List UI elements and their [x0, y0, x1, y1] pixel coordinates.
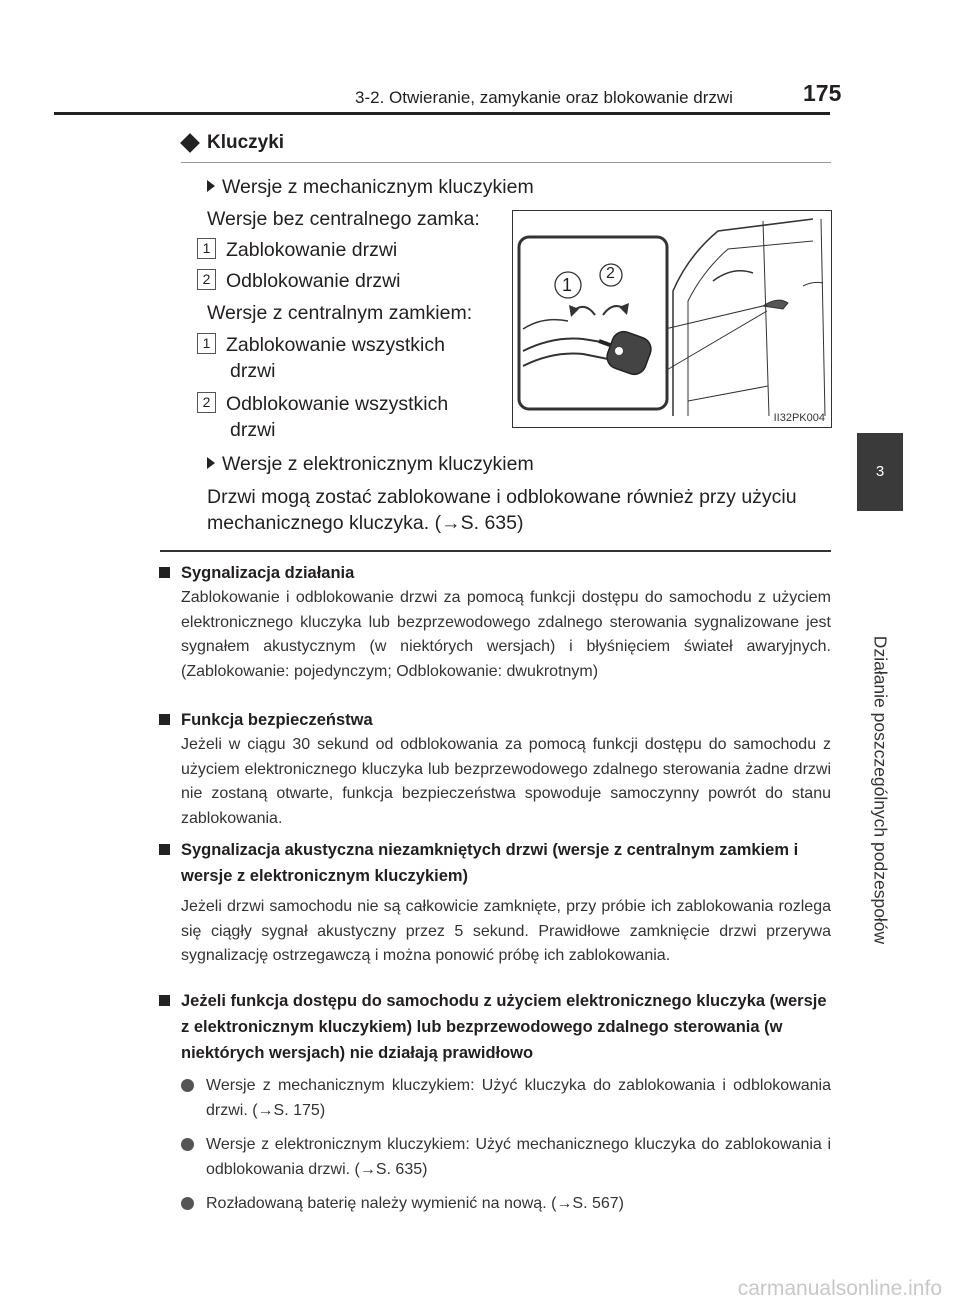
note-title — [159, 560, 831, 586]
callout-label: 1 — [562, 275, 573, 295]
section-heading-text: Kluczyki — [207, 132, 285, 153]
note-title-text: Sygnalizacja akustyczna niezamkniętych drzwi (wersje z centralnym zamkiem i wersje z elektronicznym kluczykiem) — [181, 841, 799, 885]
note-signaling — [159, 560, 831, 684]
list-item — [159, 1192, 831, 1217]
door-key-illustration — [512, 210, 832, 428]
note-malfunction — [159, 988, 831, 1227]
list-item — [159, 1074, 831, 1123]
note-body: Jeżeli w ciągu 30 sekund od odblokowania za pomocą funkcji dostępu do samochodu z użyciem elektronicznego kluczyka lub bezprzewodowego zdalnego sterowania żadne drzwi nie zostaną otwarte, funkcja bezpieczeństwa spowoduje samoczynny powrót do stanu zablokowania. — [181, 736, 831, 827]
illustration-code: II32PK004 — [773, 412, 825, 424]
note-title — [159, 707, 831, 733]
list-item-text: Zablokowanie wszystkich — [226, 334, 445, 356]
chapter-tab — [857, 433, 903, 511]
watermark: carmanualsonline.info — [737, 1277, 942, 1300]
note-title-text: Jeżeli funkcja dostępu do samochodu z użyciem elektronicznego kluczyka (wersje z elektronicznym kluczykiem) lub bezprzewodowego zdalnego sterowania (w niektórych wersjach) nie działają prawidłowo — [181, 992, 827, 1062]
triangle-arrow-icon — [207, 457, 215, 469]
list-item-text: Wersje z mechanicznym kluczykiem: Użyć kluczyka do zablokowania i odblokowania drzwi. (→S. 175) — [206, 1077, 831, 1119]
elec-key-title — [207, 453, 534, 476]
no-central-label: Wersje bez centralnego zamka: — [207, 208, 480, 230]
square-bullet-icon — [159, 844, 170, 855]
step-number-badge: 1 — [197, 238, 216, 259]
chapter-number: 3 — [875, 463, 885, 480]
door-key-drawing — [513, 211, 831, 427]
list-item-text: Wersje z elektronicznym kluczykiem: Użyć mechanicznego kluczyka do zablokowania i odblokowania drzwi. (→S. 635) — [206, 1136, 831, 1178]
list-item-text: Odblokowanie wszystkich — [226, 393, 449, 415]
note-title-text: Sygnalizacja działania — [181, 564, 355, 582]
list-item — [197, 270, 401, 293]
diamond-icon — [180, 133, 200, 153]
page-number: 175 — [803, 80, 842, 106]
square-bullet-icon — [159, 995, 170, 1006]
step-number-badge: 2 — [197, 269, 216, 290]
header-title: 3-2. Otwieranie, zamykanie oraz blokowanie drzwi — [355, 88, 733, 107]
header-rule — [54, 112, 830, 115]
circle-bullet-icon — [181, 1138, 194, 1151]
list-item-continuation: drzwi — [230, 360, 276, 382]
list-item — [197, 239, 397, 262]
note-title — [159, 837, 831, 889]
list-item — [197, 393, 448, 416]
list-item — [197, 334, 445, 357]
square-bullet-icon — [159, 714, 170, 725]
step-number-badge: 1 — [197, 333, 216, 354]
list-item — [159, 1133, 831, 1182]
circle-bullet-icon — [181, 1079, 194, 1092]
elec-key-text-line: mechanicznego kluczyka. (→S. 635) — [207, 512, 524, 534]
note-body: Zablokowanie i odblokowanie drzwi za pomocą funkcji dostępu do samochodu z użyciem elektronicznego kluczyka lub bezprzewodowego zdalnego sterowania sygnalizowane jest sygnałem akustycznym (w niektórych wersjach) i błyśnięciem świateł awaryjnych. (Zablokowanie: pojedynczym; Odblokowanie: dwukrotnym) — [181, 589, 831, 680]
elec-key-text-line: Drzwi mogą zostać zablokowane i odblokowane również przy użyciu — [207, 486, 797, 508]
step-number-badge: 2 — [197, 392, 216, 413]
circle-bullet-icon — [181, 1197, 194, 1210]
note-safety — [159, 707, 831, 831]
list-item-text: Odblokowanie drzwi — [226, 270, 401, 292]
mech-key-title-text: Wersje z mechanicznym kluczykiem — [222, 176, 534, 198]
central-label: Wersje z centralnym zamkiem: — [207, 302, 473, 324]
section-heading — [181, 132, 284, 154]
note-title-text: Funkcja bezpieczeństwa — [181, 711, 373, 729]
square-bullet-icon — [159, 567, 170, 578]
note-body: Jeżeli drzwi samochodu nie są całkowicie zamknięte, przy próbie ich zablokowania rozlega się ciągły sygnał akustyczny przez 5 sekund. Prawidłowe zamknięcie drzwi przerywa sygnalizację ostrzegawczą i można ponowić próbę ich zablokowania. — [181, 898, 831, 964]
elec-key-title-text: Wersje z elektronicznym kluczykiem — [222, 453, 534, 475]
note-door-alarm — [159, 837, 831, 969]
callout-label: 2 — [606, 265, 615, 282]
list-item-text: Rozładowaną baterię należy wymienić na nową. (→S. 567) — [206, 1195, 624, 1212]
section-rule — [181, 162, 831, 163]
mech-key-title — [207, 176, 534, 199]
list-item-text: Zablokowanie drzwi — [226, 239, 398, 261]
note-title — [159, 988, 831, 1066]
section-divider — [160, 550, 831, 552]
triangle-arrow-icon — [207, 180, 215, 192]
chapter-label: Działanie poszczególnych podzespołów — [870, 635, 891, 945]
list-item-continuation: drzwi — [230, 419, 276, 441]
